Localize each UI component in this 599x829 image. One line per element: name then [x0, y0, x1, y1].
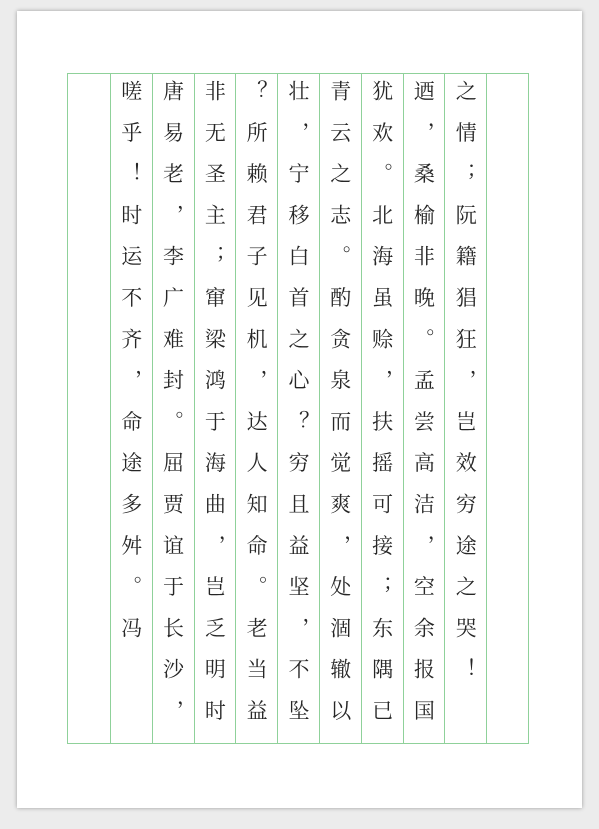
column-text: ？所赖君子见机，达人知命。老当益 [244, 80, 269, 741]
grid-column-8 [194, 74, 236, 743]
grid-column-7 [235, 74, 277, 743]
grid-column-6 [277, 74, 319, 743]
document-page [17, 11, 582, 808]
column-text: 非无圣主；窜梁鸿于海曲，岂乏明时 [202, 80, 227, 741]
column-text: 壮，宁移白首之心？穷且益坚，不坠 [285, 80, 310, 741]
grid-column-11 [68, 74, 110, 743]
column-text: 迺，桑榆非晚。孟尝高洁，空余报国 [411, 80, 436, 741]
grid-column-4 [361, 74, 403, 743]
grid-column-3 [403, 74, 445, 743]
grid-column-5 [319, 74, 361, 743]
column-text: 犹欢。北海虽赊，扶摇可接；东隅已 [369, 80, 394, 741]
grid-column-9 [152, 74, 194, 743]
column-text: 唐易老，李广难封。屈贾谊于长沙， [160, 80, 185, 741]
column-text: 嗟乎！时运不齐，命途多舛。冯 [118, 80, 143, 659]
column-text: 青云之志。酌贪泉而觉爽，处涸辙以 [327, 80, 352, 741]
grid-column-10 [110, 74, 152, 743]
column-text: 之情；阮籍猖狂，岂效穷途之哭！ [453, 80, 478, 700]
grid-column-1 [486, 74, 528, 743]
grid-column-2 [444, 74, 486, 743]
calligraphy-grid [67, 73, 529, 744]
